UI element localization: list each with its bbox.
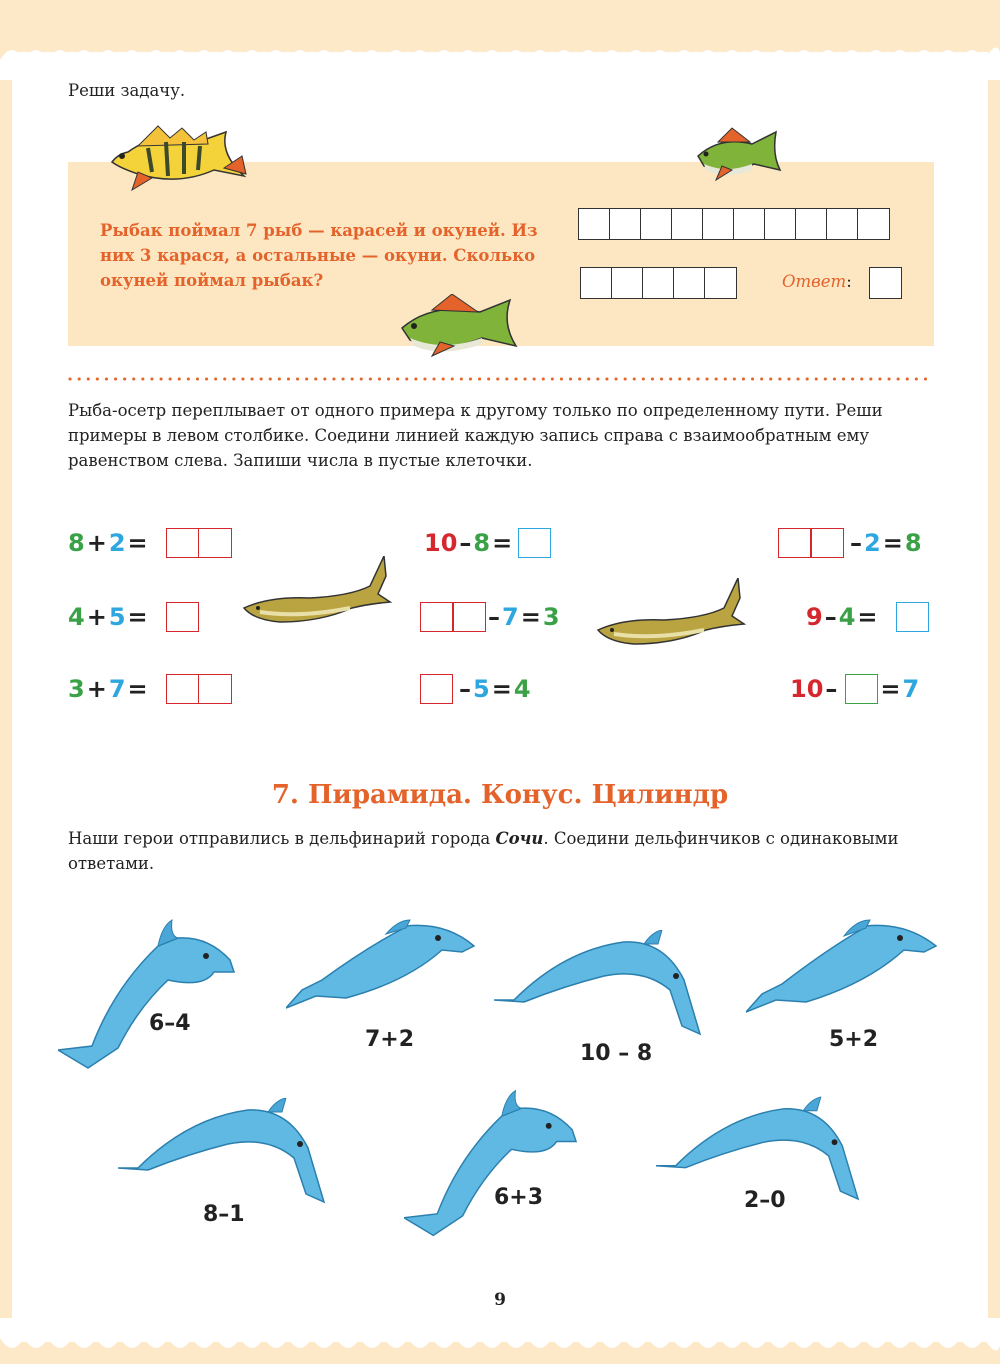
sturgeon-image	[594, 578, 746, 654]
dolphin-image	[286, 918, 476, 1014]
intro-text: Реши задачу.	[68, 81, 186, 100]
dolphin-image	[404, 1088, 580, 1240]
equation-right-3: 10 – = 7	[790, 675, 920, 703]
dotted-divider	[68, 372, 934, 386]
answer-cell[interactable]	[869, 267, 902, 299]
dolphin-expression-label: 2–0	[744, 1188, 786, 1213]
answer-box[interactable]	[896, 602, 929, 632]
equation-right-1: – 2 = 8	[778, 526, 922, 560]
answer-label: Ответ:	[782, 272, 852, 291]
sturgeon-instructions: Рыба-осетр переплывает от одного примера к другому только по определенному пути. Реши примеры в левом столбике. Соедини линией каждую запись справа с взаимообратным ему равенством слева. Запиши числа в пустые клеточки.	[68, 401, 883, 470]
dolphin-instructions: Наши герои отправились в дельфинарий города Сочи. Соедини дельфинчиков с одинаковыми ответами.	[68, 829, 899, 873]
dolphin-image	[494, 930, 704, 1040]
equation-middle-2: – 7 = 3	[420, 600, 560, 634]
dolphin-image	[118, 1098, 328, 1208]
sturgeon-image	[240, 556, 392, 632]
equation-right-2: 9 – 4 =	[806, 600, 929, 634]
equation-left-3: 3 + 7 =	[68, 672, 232, 706]
equation-middle-3: – 5 = 4	[420, 672, 531, 706]
crucian-fish-image	[692, 126, 784, 182]
dolphin-image	[58, 918, 238, 1072]
answer-box[interactable]	[845, 674, 878, 704]
answer-box[interactable]	[518, 528, 551, 558]
solution-cells-top[interactable]	[578, 208, 890, 240]
dolphin-expression-label: 6+3	[494, 1185, 544, 1210]
answer-box[interactable]	[778, 528, 844, 558]
bottom-scallop-border	[0, 1318, 1000, 1358]
dolphin-expression-label: 7+2	[365, 1027, 415, 1052]
equation-left-2: 4 + 5 =	[68, 600, 199, 634]
answer-box[interactable]	[166, 602, 199, 632]
equation-left-1: 8 + 2 =	[68, 526, 232, 560]
dolphin-image	[746, 918, 938, 1018]
answer-box[interactable]	[420, 674, 453, 704]
equation-middle-1: 10 – 8 =	[424, 526, 551, 560]
page-number: 9	[494, 1290, 506, 1310]
answer-box[interactable]	[166, 528, 232, 558]
solution-cells-bottom[interactable]	[580, 267, 737, 299]
section-title: 7. Пирамида. Конус. Цилиндр	[271, 780, 729, 810]
answer-box[interactable]	[420, 602, 486, 632]
answer-box[interactable]	[166, 674, 232, 704]
dolphin-expression-label: 8–1	[203, 1202, 245, 1227]
carp-fish-image	[396, 294, 520, 358]
task-text: Рыбак поймал 7 рыб — карасей и окуней. Из них 3 карася, а остальные — окуни. Сколько окуней поймал рыбак?	[100, 221, 538, 290]
perch-fish-image	[98, 124, 250, 192]
dolphin-expression-label: 5+2	[829, 1027, 879, 1052]
dolphin-expression-label: 10 – 8	[580, 1041, 653, 1066]
dolphin-expression-label: 6–4	[149, 1011, 191, 1036]
